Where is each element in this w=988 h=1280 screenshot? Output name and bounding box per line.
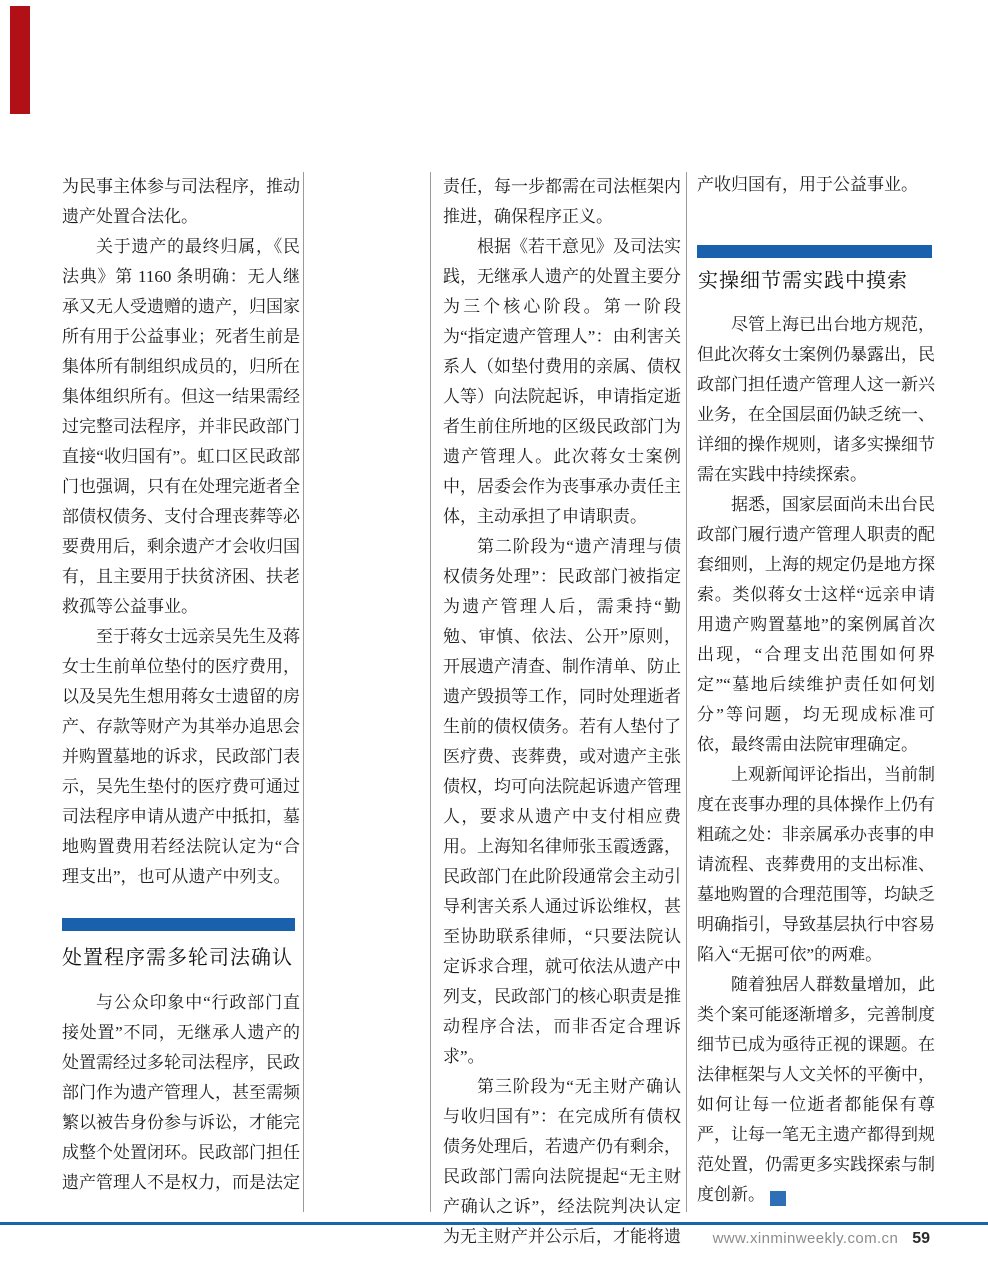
section-heading-left: 处置程序需多轮司法确认: [62, 947, 293, 969]
column1-text-upper: [62, 172, 300, 892]
section-bar-right: [697, 245, 932, 258]
column-divider-1: [303, 172, 304, 1212]
paragraph: 产收归国有，用于公益事业。: [697, 175, 918, 194]
red-corner-tab: [10, 6, 30, 114]
magazine-url: www.xinminweekly.com.cn: [712, 1230, 899, 1247]
column-divider-2: [430, 172, 431, 1212]
magazine-end-mark-icon: 民: [770, 1191, 786, 1206]
paragraph: 至于蒋女士远亲吴先生及蒋女士生前单位垫付的医疗费用，以及吴先生想用蒋女士遗留的房产、存款等财产为其举办追思会并购置墓地的诉求，民政部门表示，吴先生垫付的医疗费可通过司法程序申请从遗产中抵扣，墓地购置费用若经法院认定为“合理支出”，也可从遗产中列支。: [62, 627, 300, 886]
paragraph: 关于遗产的最终归属，《民法典》第 1160 条明确：无人继承又无人受遗赠的遗产，归国家所有用于公益事业；死者生前是集体所有制组织成员的，归所在集体组织所有。但这一结果需经过完整司法程序，并非民政部门直接“收归国有”。虹口区民政部门也强调，只有在处理完逝者全部债权债务、支付合理丧葬等必要费用后，剩余遗产才会收归国有，且主要用于扶贫济困、扶老救孤等公益事业。: [62, 237, 300, 616]
column3-text: [697, 310, 935, 1210]
footer-rule: [0, 1222, 988, 1225]
paragraph: 责任，每一步都需在司法框架内推进，确保程序正义。: [443, 177, 681, 226]
column3-intro: [697, 170, 935, 200]
paragraph: 上观新闻评论指出，当前制度在丧事办理的具体操作上仍有粗疏之处：非亲属承办丧事的申请流程、丧葬费用的支出标准、墓地购置的合理范围等，均缺乏明确指引，导致基层执行中容易陷入“无据可依”的两难。: [697, 765, 935, 964]
section-heading-right: 实操细节需实践中摸索: [698, 270, 908, 292]
page-footer: [713, 1230, 930, 1248]
column-divider-3: [686, 172, 687, 1212]
section-bar-left: [62, 918, 295, 931]
paragraph: 第三阶段为“无主财产确认与收归国有”：在完成所有债权债务处理后，若遗产仍有剩余，民政部门需向法院提起“无主财产确认之诉”，经法院判决认定为无主财产并公示后，才能将遗: [443, 1077, 681, 1246]
column2-text: [443, 172, 681, 1252]
paragraph: 随着独居人群数量增加，此类个案可能逐渐增多，完善制度细节已成为亟待正视的课题。在法律框架与人文关怀的平衡中，如何让每一位逝者都能保有尊严，让每一笔无主遗产都得到规范处置，仍需更多实践探索与制度创新。 民: [697, 975, 935, 1204]
paragraph: 尽管上海已出台地方规范，但此次蒋女士案例仍暴露出，民政部门担任遗产管理人这一新兴业务，在全国层面仍缺乏统一、详细的操作规则，诸多实操细节需在实践中持续探索。: [697, 315, 935, 484]
paragraph: 根据《若干意见》及司法实践，无继承人遗产的处置主要分为三个核心阶段。第一阶段为“指定遗产管理人”：由利害关系人（如垫付费用的亲属、债权人等）向法院起诉，申请指定逝者生前住所地的区级民政部门为遗产管理人。此次蒋女士案例中，居委会作为丧事承办责任主体，主动承担了申请职责。: [443, 237, 681, 526]
column1-text-lower: [62, 988, 300, 1198]
paragraph: 据悉，国家层面尚未出台民政部门履行遗产管理人职责的配套细则，上海的规定仍是地方探索。类似蒋女士这样“远亲申请用遗产购置墓地”的案例属首次出现，“合理支出范围如何界定”“墓地后续维护责任如何划分”等问题，均无现成标准可依，最终需由法院审理确定。: [697, 495, 935, 754]
paragraph: 与公众印象中“行政部门直接处置”不同，无继承人遗产的处置需经过多轮司法程序，民政部门作为遗产管理人，甚至需频繁以被告身份参与诉讼，才能完成整个处置闭环。民政部门担任遗产管理人不是权力，而是法定: [62, 993, 300, 1192]
paragraph: 为民事主体参与司法程序，推动遗产处置合法化。: [62, 177, 300, 226]
paragraph: 第二阶段为“遗产清理与债权债务处理”：民政部门被指定为遗产管理人后，需秉持“勤勉、审慎、依法、公开”原则，开展遗产清查、制作清单、防止遗产毁损等工作，同时处理逝者生前的债权债务。若有人垫付了医疗费、丧葬费，或对遗产主张债权，均可向法院起诉遗产管理人，要求从遗产中支付相应费用。上海知名律师张玉霞透露，民政部门在此阶段通常会主动引导利害关系人通过诉讼维权，甚至协助联系律师，“只要法院认定诉求合理，就可依法从遗产中列支，民政部门的核心职责是推动程序合法，而非否定合理诉求”。: [443, 537, 681, 1066]
page-number: 59: [912, 1230, 930, 1247]
